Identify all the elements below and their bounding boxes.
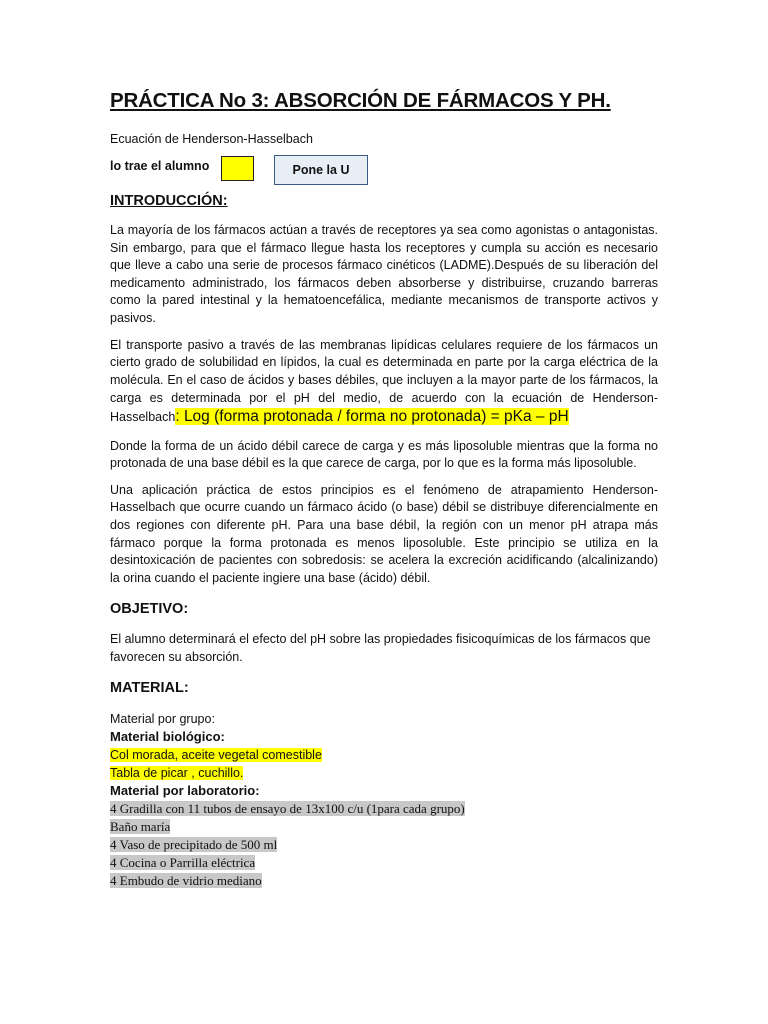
henderson-formula: : Log (forma protonada / forma no protonada) = pKa – pH: [175, 407, 569, 425]
introduccion-heading: INTRODUCCIÓN:: [110, 193, 228, 209]
student-label: lo trae el alumno: [110, 159, 210, 173]
list-item: [110, 836, 658, 854]
document-title: PRÁCTICA No 3: ABSORCIÓN DE FÁRMACOS Y PH.: [110, 89, 611, 112]
material-list: [110, 710, 658, 890]
laboratorio-item-3: 4 Vaso de precipitado de 500 ml: [110, 837, 278, 853]
list-item: [110, 872, 658, 890]
list-item: [110, 800, 658, 818]
intro-paragraph-3: Donde la forma de un ácido débil carece de carga y es más liposoluble mientras que la forma no protonada de una base débil es la que carece de carga, por lo que es la forma más liposoluble.: [110, 438, 658, 471]
biologico-item-2: Tabla de picar , cuchillo.: [110, 766, 244, 781]
objetivo-paragraph: El alumno determinará el efecto del pH sobre las propiedades fisicoquímicas de los fármacos que favorecen su absorción.: [110, 632, 651, 664]
pone-la-u-button[interactable]: Pone la U: [274, 155, 368, 185]
intro-paragraph-2-text: El transporte pasivo a través de las membranas lipídicas celulares requiere de los fármacos un cierto grado de solubilidad en lípidos, la cual es determinada en parte por la carga eléctrica de la molécula. En el caso de ácidos y bases débiles, que incluyen a la mayor parte de los fármacos, la carga es determinada por el pH del medio, de acuerdo con la ecuación de Henderson- Hasselbach: [110, 337, 658, 424]
biologico-item-1: Col morada, aceite vegetal comestible: [110, 748, 322, 763]
document-page: [110, 86, 658, 890]
list-item: [110, 764, 658, 782]
list-item: [110, 818, 658, 836]
intro-paragraph-4: Una aplicación práctica de estos principios es el fenómeno de atrapamiento Henderson-Hasselbach que ocurre cuando un fármaco ácido (o base) débil se distribuye diferencialmente en dos regiones con diferente pH. Para una base débil, la región con un menor pH atrapa más fármaco porque la forma protonada es menos liposoluble. Este principio se utiliza en la desintoxicación de pacientes con sobredosis: se acelera la excreción acidificando (alcalinizando) la orina cuando el paciente ingiere una base (ácido) débil.: [110, 482, 658, 585]
student-row: [110, 157, 658, 191]
intro-paragraph-1: La mayoría de los fármacos actúan a través de receptores ya sea como agonistas o antagonistas. Sin embargo, para que el fármaco llegue hasta los receptores y cumpla su acción es necesario que lleve a cabo una serie de procesos fármaco cinéticos (LADME).Después de su liberación del medicamento administrado, los fármacos deben absorberse y distribuirse, cruzando barreras como la pared intestinal y la hematoencefálica, mediante mecanismos de transporte activos y pasivos.: [110, 223, 658, 325]
material-heading: MATERIAL:: [110, 680, 189, 697]
subtitle: Ecuación de Henderson-Hasselbach: [110, 132, 313, 146]
material-biologico-heading: Material biológico:: [110, 729, 225, 745]
laboratorio-item-2: Baño maría: [110, 819, 171, 835]
list-item: [110, 854, 658, 872]
objetivo-heading: OBJETIVO:: [110, 601, 189, 618]
material-laboratorio-heading: Material por laboratorio:: [110, 783, 260, 799]
laboratorio-item-4: 4 Cocina o Parrilla eléctrica: [110, 855, 256, 871]
intro-paragraph-2: [110, 337, 658, 427]
laboratorio-item-5: 4 Embudo de vidrio mediano: [110, 873, 262, 889]
list-item: [110, 746, 658, 764]
material-por-grupo: Material por grupo:: [110, 712, 215, 727]
yellow-input-box[interactable]: [221, 156, 254, 181]
laboratorio-item-1: 4 Gradilla con 11 tubos de ensayo de 13x100 c/u (1para cada grupo): [110, 801, 465, 817]
